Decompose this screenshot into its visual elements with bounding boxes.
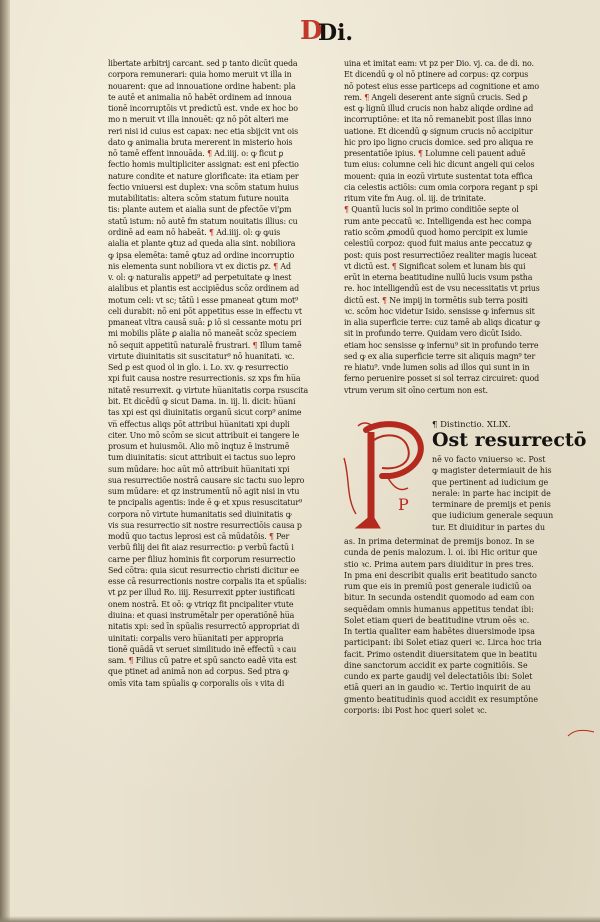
text-line: fectio vniuersi est duplex: vna scōm statum huius	[108, 182, 299, 192]
rubric-mark: ¶	[344, 205, 349, 215]
text-line: aialibus et plantis est accipiēdus scōz ordinem ad	[108, 284, 300, 294]
text-line: celestiū corpoz: quod fuit maius ante peccatuz ꝙ	[344, 239, 532, 249]
distinctio-label: ¶ Distinctio. XLIX.	[432, 420, 511, 430]
text-line: nō sequit appetitū naturalē frustrari. ¶ Illum tamē	[108, 340, 302, 350]
running-header	[300, 14, 390, 50]
rubric-mark: ¶	[418, 149, 423, 159]
text-line: mi mobilis plāte ꝑ aialia nō maneāt scōz speciem	[108, 329, 297, 339]
text-line: presentatiōe ipius. ¶ Lolumne celi pauent aduē	[344, 149, 526, 159]
text-line: vtrum verum sit oīno certum non est.	[344, 385, 488, 395]
text-line: ordinē ad eam nō habeāt. ¶ Ad.iiij. ol: ꝙ ꝙuis	[108, 227, 281, 237]
text-line: Sed ꝑ est quod ol in glo. i. Lo. xv. ꝙ resurrectio	[108, 363, 289, 373]
text-line: vt ꝑz per illud Ro. iiij. Resurrexit ꝑpter iustificati	[108, 588, 295, 598]
decorated-initial-p	[338, 418, 430, 534]
text-line: participant: ibi Solet etiaz queri ꝛc. Lirca hoc tria	[344, 638, 542, 648]
text-line: erūt in eterna beatitudine nullū lucis vsum pstha	[344, 273, 533, 283]
right-text-column-top	[344, 58, 574, 396]
text-line: mutabilitatis: altera scōm statum future nouita	[108, 194, 289, 204]
header-rubric-initial: D	[300, 16, 323, 46]
margin-pen-mark	[566, 726, 596, 740]
text-line: stio ꝛc. Prima autem pars diuiditur in pres tres.	[344, 559, 534, 569]
text-line: tum eius: columne celi hic dicunt angeli qui celos	[344, 160, 535, 170]
text-line: pmaneat vltra causā suā: ꝑ iō si cessante motu pri	[108, 318, 302, 328]
rubric-mark: ¶	[128, 656, 134, 666]
text-line: terminare de premijs et penis	[432, 500, 551, 510]
text-line: facit. Primo ostendit diuersitatem que in beatitu	[344, 649, 538, 659]
text-line: nouarent: que ad innouatione ordine habent: pla	[108, 81, 296, 91]
text-line: rem. ¶ Angeli deserent ante signū crucis. Sed ꝑ	[344, 92, 528, 102]
text-line: nerale: in parte hac incipit de	[432, 488, 551, 498]
text-line: ꝙ ipsa elemēta: tamē ꝙtuz ad ordine incorruptio	[108, 250, 295, 260]
text-line: nō tamē effent innouāda. ¶ Ad.iiij. o: ꝙ ficut ꝑ	[108, 149, 284, 159]
text-line: te pncipalis agentis: inde ē ꝙ et xpus resuscitatur⁹	[108, 498, 302, 508]
rubric-mark: ¶	[207, 149, 212, 159]
text-line: mouent: quia in eozū virtute sustentat tota effica	[344, 171, 533, 181]
text-line: gmento beatitudinis quod accidit ex resumptōne	[344, 694, 538, 704]
text-line: est ꝙ lignū illud crucis non habz aliqde ordine ad	[344, 104, 534, 114]
text-line: libertate arbitrij carcant. sed p tanto dicūt queda	[108, 59, 298, 68]
text-line: tur. Et diuiditur in partes du	[432, 522, 546, 532]
text-line: nitatis xpi: sed īn spūalis resurrectō appropriat di	[108, 622, 300, 632]
text-line: Sed cōtra: quia sicut resurrectio christi dicitur ee	[108, 565, 300, 575]
left-text-column	[108, 58, 326, 689]
text-line: xpi fuit causa nostre resurrectionis. sz xps fm hu̅a	[108, 374, 301, 384]
text-line: In tertia qualiter eam habētes diuersimode ipsa	[344, 627, 535, 637]
text-line: carne per filiuz hominis fit corporum resurrectio	[108, 554, 296, 564]
rubric-mark: ¶	[391, 261, 397, 271]
text-line: ꝛc. scōm hoc videtur Isido. sensisse ꝙ infernus sit	[344, 306, 535, 316]
text-line: rum ante peccatū ꝛc. Intelligenda est hec compa	[344, 216, 532, 226]
text-line: nē vo facto vniuerso ꝛc. Post	[432, 455, 546, 464]
text-line: tionē incorruptōis vt predictū est. vnde ex hoc bo	[108, 104, 298, 114]
text-line: virtute diuinitatis sit suscitatur⁹ nō huanitati. ꝛc.	[108, 351, 295, 361]
text-line: tis: plante autem et aialia sunt de ꝑfectōe vi'ꝑm	[108, 205, 292, 215]
text-line: cunda de penis malozum. l. oi. ibi Hic oritur que	[344, 548, 538, 558]
text-line: sit in profundo terre. Quidam vero dicūt Isido.	[344, 329, 522, 339]
text-line: bitur. In secunda ostendit quomodo ad eam con	[344, 593, 535, 603]
rubric-mark: ¶	[382, 295, 387, 305]
text-line: ferno peruenire posset si sol terraz circuiret: quod	[344, 374, 540, 384]
text-line: modū quo tactus leprosi est cā mūdatōis. ¶ Per	[108, 532, 290, 542]
text-line: statū istum: nō autē fm statum nouitatis illius: cu	[108, 216, 298, 226]
text-line: dine sanctorum accidit ex parte cognitiōis. Se	[344, 660, 528, 670]
text-line: corporis: ibi Post hoc queri solet ꝛc.	[344, 705, 488, 715]
text-line: reri nisi id cuius est capax: nec etia sbijcit vnt ois	[108, 126, 298, 136]
distinctio-heading: Ost resurrectō	[432, 429, 587, 451]
text-line: ꝙ magister determiauit de his	[432, 466, 552, 476]
text-line: fectio homis multipliciter assignat: est eni pfectio	[108, 160, 299, 170]
text-line: ¶ Quantū lucis sol in primo conditiōe septe ol	[344, 205, 519, 215]
rubric-mark: ¶	[252, 340, 258, 350]
text-line: uinitati: corpalis vero hu̅anitati per appropria	[108, 633, 284, 643]
text-line: Solet etiam queri de beatitudine vtrum oēs ꝛc.	[344, 615, 530, 625]
text-line: nis elementa sunt nobiliora vt ex dictis ꝑz. ¶ Ad	[108, 261, 291, 271]
text-line: vis sua resurrectio sit nostre resurrectiōis causa p	[108, 520, 302, 530]
text-line: onem nostrā. Et oō: ꝙ vtriqz fit pncipaliter vtute	[108, 599, 294, 609]
text-line: corpora remunerari: quia homo meruit vt illa in	[108, 70, 292, 80]
text-line: sequēdam omnis humanus appetitus tendat ibi:	[344, 604, 534, 614]
text-line: sum mūdare: hoc aūt mō attribuit hu̅anitati xpi	[108, 464, 290, 474]
text-line: bit. Et dicēdū ꝙ sicut Dama. in. iij. li. dicit: hu̅ani	[108, 396, 296, 406]
text-line: hic pro ipo ligno crucis domice. sed pro aliqua re	[344, 137, 533, 147]
text-line: uina et imitat eam: vt pz per Dio. vj. ca. de di. no.	[344, 59, 534, 68]
text-line: corpora nō virtute humanitatis sed diuinitatis ꝙ	[108, 509, 292, 519]
text-line: nature condite et nature glorificate: ita etiam per	[108, 171, 299, 181]
text-line: que pertinent ad iudicium ge	[432, 477, 549, 487]
text-line: cundo ex parte gaudij vel delectatiōis ibi: Solet	[344, 672, 533, 682]
header-text: Di.	[318, 20, 354, 46]
text-line: re hiatu⁹. vnde lumen solis ad illos qui sunt in in	[344, 363, 530, 373]
text-line: uatione. Et dicendū ꝙ signum crucis nō accipitur	[344, 126, 533, 136]
text-line: te autē et animalia nō habēt ordinem ad innoua	[108, 92, 292, 102]
text-line: cia celestis actiōis: cum omia corpora regant p spi	[344, 182, 538, 192]
text-line: dato ꝙ animalia bruta mererent in misterio hois	[108, 137, 293, 147]
text-line: rum que eis in premiū post generale iudiciū oa	[344, 582, 532, 592]
text-line: In pma eni describit qualis erit beatitudo sancto	[344, 570, 537, 580]
rubric-mark: ¶	[268, 532, 274, 542]
text-line: as. In prima determinat de premijs bonoz. In se	[344, 537, 535, 546]
text-line: prosum et huiusmōi. Alio mō inqtuz ē instrumē	[108, 442, 290, 452]
rubric-mark: ¶	[208, 227, 214, 237]
text-line: que ptinet ad animā non ad corpus. Sed ptra ꝙ	[108, 667, 289, 677]
text-line: etiā queri an in gaudio ꝛc. Tertio inquirit de au	[344, 683, 531, 693]
text-line: ratio scōm ꝓmodū quod homo percipit ex lumie	[344, 227, 528, 237]
rubric-mark: ¶	[273, 261, 279, 271]
text-line: vn̅ effectus aliqs pōt attribui hu̅anitati xpi dupli	[108, 419, 290, 429]
text-line: sed ꝙ ex alia superficie terre sit aliquis magn⁹ ter	[344, 351, 536, 361]
text-line: in alia superficie terre: cuz tamē ab aliqs dicatur ꝙ	[344, 318, 541, 328]
text-line: Et dicendū ꝙ ol nō ptinere ad corpus: qz corpus	[344, 70, 529, 80]
text-line: nitatē resurrexit. ꝙ virtute hu̅anitatis corpa rsuscita	[108, 385, 309, 395]
text-line: aialia et plante ꝙtuz ad queda alia sint. nobiliora	[108, 239, 296, 249]
text-line: sum mūdare: et qz instrumentū nō agit nisi in vtu	[108, 487, 300, 497]
text-line: tionē quādā vt seruet similitudo inē effectū ꝛ cau	[108, 644, 297, 654]
text-line: sam. ¶ Filius cū patre et spū sancto eadē vita est	[108, 656, 297, 666]
text-line: vt dictū est. ¶ Significat solem et lunam bis qui	[344, 261, 526, 271]
rubric-mark: ¶	[364, 92, 370, 102]
page-bottom-edge	[0, 916, 600, 922]
text-line: verbū filij dei fit aiaz resurrectio: ꝑ verbū factū i	[108, 543, 294, 553]
text-line: post: quis post resurrectiōez realiter magis luceat	[344, 250, 537, 260]
text-line: que iudicium generale sequun	[432, 511, 554, 521]
text-line: etiam hoc sensisse ꝙ infernu⁹ sit in profundo terre	[344, 340, 539, 350]
text-line: tum diuinitatis: sicut attribuit ei tactus suo lepro	[108, 453, 296, 463]
text-line: ritum vite fm Aug. ol. iij. de trinitate.	[344, 194, 486, 204]
initial-letter-glyph: P	[398, 495, 409, 514]
text-line: tas xpi est qsi diuinitatis organū sicut corp⁹ anime	[108, 408, 302, 418]
text-line: omīs vita tam spūalis ꝙ corporalis oīs ꝛ vita di	[108, 678, 285, 688]
text-line: citer. Uno mō scōm se sicut attribuit ei tangere le	[108, 430, 300, 440]
text-line: mo n meruit vt illa innouēt: qz nō pōt alteri me	[108, 115, 289, 125]
text-line: v. ol: ꝙ naturalis appeti⁹ ad perpetuitate ꝙ inest	[108, 273, 292, 283]
text-line: motum celi: vt sc; tātū i esse pmaneat ꝙtum mot⁹	[108, 295, 299, 305]
text-line: dictū est. ¶ Ne impij in tormētis sub terra positi	[344, 295, 528, 305]
text-line: nō potest eius esse particeps ad cognitione et amo	[344, 81, 539, 91]
text-line: sua resurrectiōe nostrā causare sic tactu suo lepro	[108, 475, 305, 485]
text-line: incorruptiōne: et ita nō remanebit post illas inno	[344, 115, 532, 125]
right-text-column-mid	[432, 454, 574, 533]
binding-gutter	[0, 0, 10, 922]
text-line: celi durabit: nō eni pōt appetitus esse in effectu vt	[108, 306, 302, 316]
text-line: esse cā resurrectionis nostre corpalis ita et spūalis:	[108, 577, 307, 587]
text-line: diuina: et quasi instrumētalr per operatiōnē hu̅a	[108, 611, 295, 621]
text-line: re. hoc intelligendū est de vsu necessitatis vt prius	[344, 284, 540, 294]
right-text-column-bottom	[344, 536, 574, 716]
